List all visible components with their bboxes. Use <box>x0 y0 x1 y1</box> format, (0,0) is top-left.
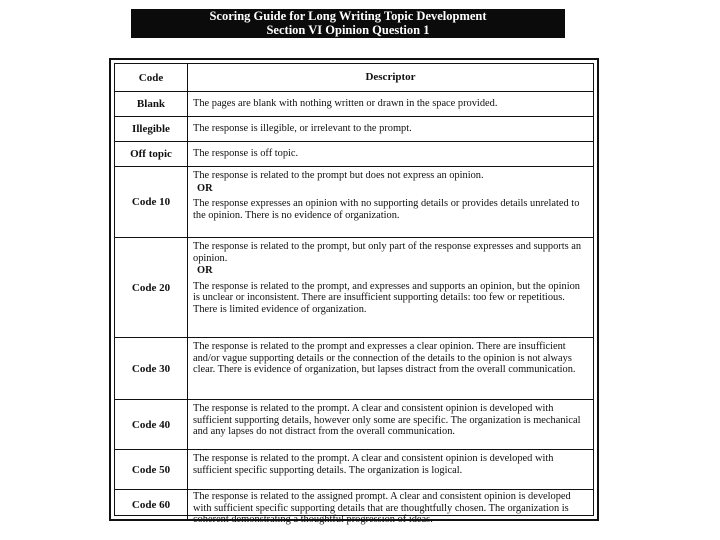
row-descriptor <box>188 142 593 166</box>
table-row-blank <box>115 92 593 117</box>
table-row-code-30 <box>115 338 593 400</box>
table-row-code-60 <box>115 490 593 526</box>
row-code: Code 60 <box>115 490 188 519</box>
row-descriptor-text-a: The response is related to the prompt, but only part of the response expresses and supports an opinion. <box>193 241 582 264</box>
row-descriptor-text-b: The response is related to the prompt, and expresses and supports an opinion, but the opinion is unclear or inconsistent. There are insufficient supporting details: too few or repetitious. There is limited evidence of organization. <box>193 280 580 315</box>
row-descriptor <box>188 490 593 526</box>
title-banner <box>131 9 565 38</box>
row-descriptor-text-b: The response expresses an opinion with no supporting details or provides details unrelated to the opinion. There is no evidence of organization. <box>193 198 580 221</box>
table-row-code-20 <box>115 238 593 338</box>
table-header-row <box>115 64 593 92</box>
row-descriptor-text-a: The response is related to the prompt but does not express an opinion. <box>193 170 484 181</box>
row-descriptor <box>188 450 593 489</box>
row-or-label: OR <box>197 265 213 277</box>
row-descriptor <box>188 238 593 337</box>
row-descriptor <box>188 338 593 399</box>
header-descriptor: Descriptor <box>365 70 416 83</box>
row-code: Illegible <box>115 117 188 141</box>
table-row-code-10 <box>115 167 593 238</box>
row-code: Code 20 <box>115 238 188 337</box>
row-descriptor-text: The response is related to the assigned prompt. A clear and consistent opinion is developed with sufficient specific supporting details that are thoughtfully chosen. The organization is coherent demonstrating a thoughtful progression of ideas. <box>193 491 571 526</box>
table-row-code-40 <box>115 400 593 450</box>
table-row-off-topic <box>115 142 593 167</box>
scoring-table <box>109 58 599 526</box>
row-code: Blank <box>115 92 188 116</box>
row-descriptor <box>188 400 593 449</box>
row-descriptor-text: The response is related to the prompt and expresses a clear opinion. There are insufficient and/or vague supporting details or the connection of the details to the opinion is not always clear. There is evidence of organization, but lapses distract from the overall communication. <box>193 341 576 376</box>
table-row-illegible <box>115 117 593 142</box>
row-code: Code 40 <box>115 400 188 449</box>
row-descriptor-text: The response is related to the prompt. A clear and consistent opinion is developed with sufficient supporting details, however only some are specific. The organization is mechanical and any lapses do not distract from the overall communication. <box>193 403 581 438</box>
row-or-label: OR <box>197 182 213 194</box>
row-descriptor <box>188 167 593 237</box>
row-descriptor <box>188 92 593 116</box>
row-code: Code 10 <box>115 167 188 237</box>
row-descriptor-text: The response is illegible, or irrelevant to the prompt. <box>193 123 412 135</box>
title-line-2: Section VI Opinion Question 1 <box>266 22 430 37</box>
title-line-1: Scoring Guide for Long Writing Topic Development <box>209 9 487 23</box>
row-code: Code 30 <box>115 338 188 399</box>
row-descriptor-text: The response is related to the prompt. A clear and consistent opinion is developed with sufficient specific supporting details. The organization is logical. <box>193 453 554 476</box>
row-descriptor-text: The response is off topic. <box>193 148 299 160</box>
row-code: Code 50 <box>115 450 188 489</box>
scoring-table-inner <box>114 63 594 526</box>
row-descriptor <box>188 117 593 141</box>
row-code: Off topic <box>115 142 188 166</box>
table-row-code-50 <box>115 450 593 490</box>
header-code: Code <box>115 64 188 91</box>
row-descriptor-text: The pages are blank with nothing written or drawn in the space provided. <box>193 98 498 110</box>
